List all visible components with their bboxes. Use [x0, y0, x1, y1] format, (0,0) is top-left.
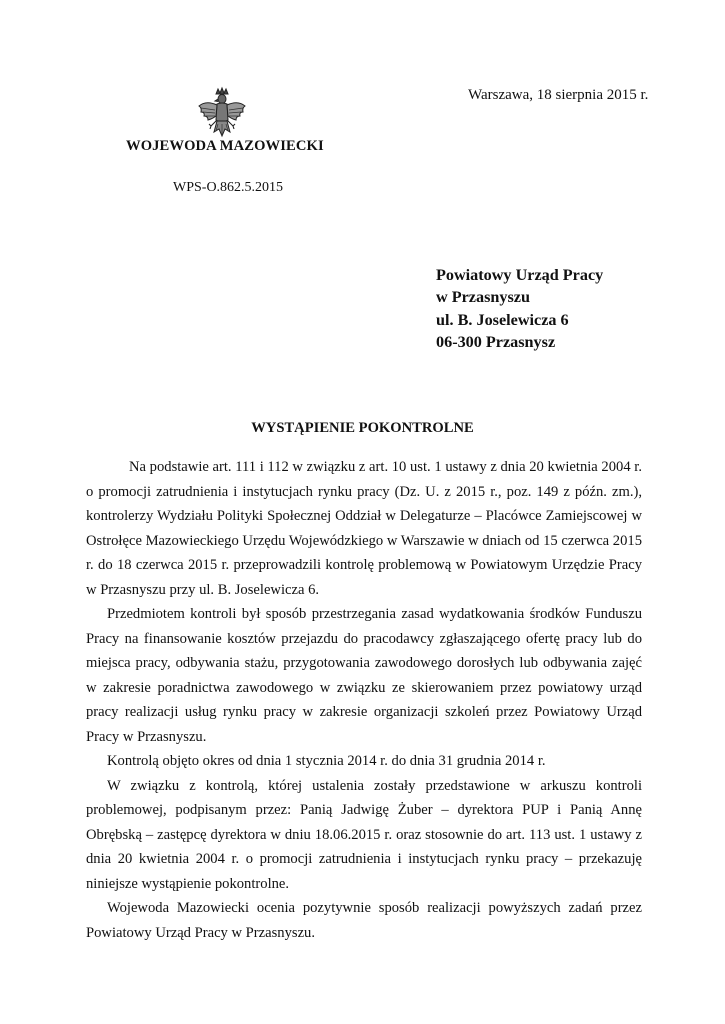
recipient-line-4: 06-300 Przasnysz — [436, 332, 556, 351]
paragraph-subject: Przedmiotem kontroli był sposób przestrzegania zasad wydatkowania środków Funduszu Pracy na finansowanie kosztów przejazdu do pracodawcy zgłaszającego ofertę pracy lub do miejsca pracy, odbywania stażu, przygotowania zawodowego dorosłych lub odbywania zajęć w zakresie poradnictwa zawodowego w związku ze skierowaniem przez powiatowy urząd pracy realizacji usług rynku pracy w zakresie organizacji szkoleń przez Powiatowy Urząd Pracy w Przasnyszu. — [86, 606, 642, 745]
recipient-line-3: ul. B. Joselewicza 6 — [436, 310, 569, 329]
paragraph-findings: W związku z kontrolą, której ustalenia zostały przedstawione w arkuszu kontroli problemowej, podpisanym przez: Panią Jadwigę Żuber – dyrektora PUP i Panią Annę Obrębską – zastępcę dyrektora w dniu 18.06.2015 r. oraz stosownie do art. 113 ust. 1 ustawy z dnia 20 kwietnia 2004 r. o promocji zatrudnienia i instytucjach rynku pracy – przekazuję niniejsze wystąpienie pokontrolne. — [86, 777, 642, 892]
recipient-line-1: Powiatowy Urząd Pracy — [436, 266, 604, 284]
polish-eagle-icon — [196, 86, 248, 144]
document-title: WYSTĄPIENIE POKONTROLNE — [251, 420, 474, 436]
paragraph-legal-basis: Na podstawie art. 111 i 112 w związku z art. 10 ust. 1 ustawy z dnia 20 kwietnia 2004 r. o promocji zatrudnienia i instytucjach rynku pracy (Dz. U. z 2015 r., poz. 149 z późn. zm.), kontrolerzy Wydziału Polityki Społecznej Oddział w Delegaturze – Placówce Zamiejscowej w Ostrołęce Mazowieckiego Urzędu Wojewódzkiego w Warszawie w dniach od 15 czerwca 2015 r. do 18 czerwca 2015 r. przeprowadzili kontrolę problemową w Powiatowym Urzędzie Pracy w Przasnyszu przy ul. B. Joselewicza 6. — [86, 459, 642, 598]
issuing-authority: WOJEWODA MAZOWIECKI — [126, 138, 324, 154]
date-line: Warszawa, 18 sierpnia 2015 r. — [468, 87, 649, 103]
recipient-line-2: w Przasnyszu — [436, 288, 530, 307]
recipient-address — [436, 264, 603, 353]
document-body — [86, 455, 642, 945]
paragraph-assessment: Wojewoda Mazowiecki ocenia pozytywnie sposób realizacji powyższych zadań przez Powiatowy Urząd Pracy w Przasnyszu. — [86, 900, 642, 941]
paragraph-period: Kontrolą objęto okres od dnia 1 stycznia 2014 r. do dnia 31 grudnia 2014 r. — [107, 753, 546, 769]
case-number: WPS-O.862.5.2015 — [173, 180, 284, 195]
